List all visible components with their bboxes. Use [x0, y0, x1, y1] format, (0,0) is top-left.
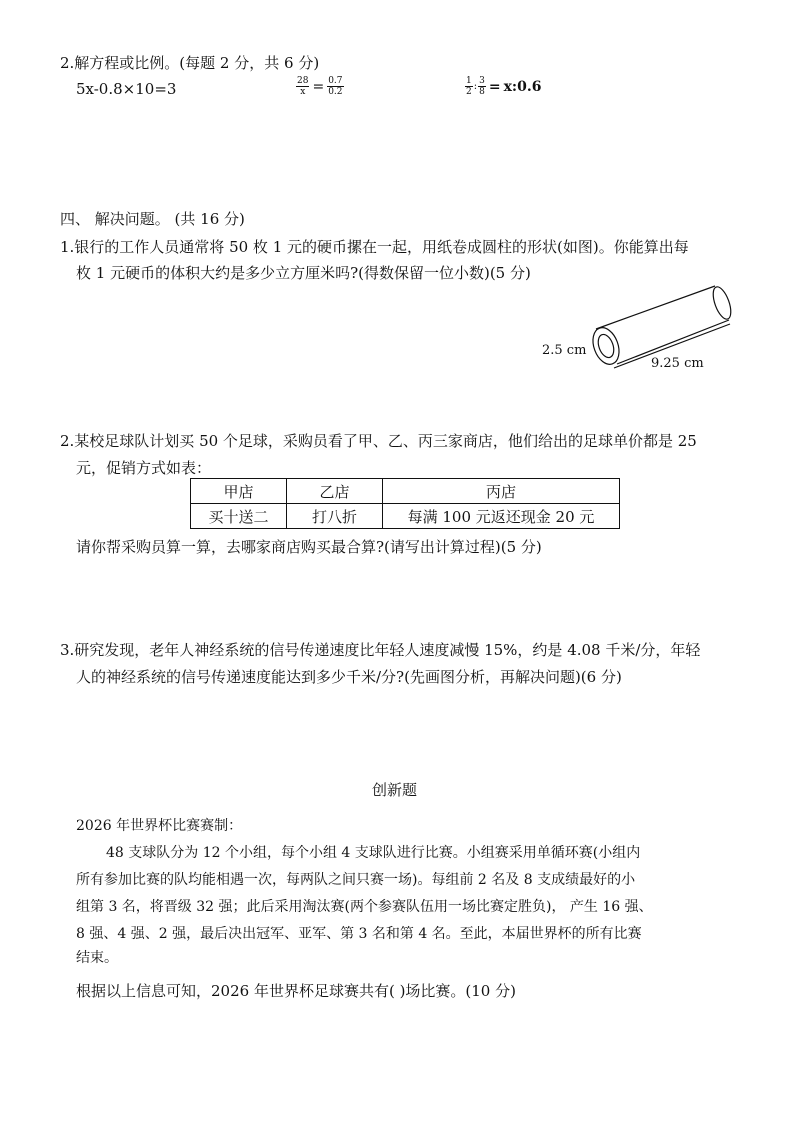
q1-line2: 枚 1 元硬币的体积大约是多少立方厘米吗?(得数保留一位小数)(5 分) — [76, 264, 531, 282]
innovation-paragraph-line: 48 支球队分为 12 个小组，每个小组 4 支球队进行比赛。小组赛采用单循环赛(小组内 — [106, 845, 641, 861]
q2-line2: 元，促销方式如表： — [76, 459, 212, 477]
q2-line1: 2.某校足球队计划买 50 个足球，采购员看了甲、乙、丙三家商店，他们给出的足球单价都是 25 — [60, 432, 697, 450]
innovation-paragraph-line: 8 强、4 强、2 强，最后决出冠军、亚军、第 3 名和第 4 名。至此，本届世界杯的所有比赛 — [76, 926, 642, 942]
diameter-label: 2.5 cm — [542, 343, 587, 358]
innovation-paragraph-line: 所有参加比赛的队均能相遇一次，每两队之间只赛一场)。每组前 2 名及 8 支成绩最好的小 — [76, 872, 636, 888]
table-cell: 打八折 — [287, 504, 383, 529]
table-cell: 每满 100 元返还现金 20 元 — [383, 504, 620, 529]
fraction: $\frac{0.7}{0.2}$ — [328, 76, 343, 97]
table-header: 乙店 — [287, 479, 383, 504]
equation-1: 5x-0.8×10=3 — [76, 80, 177, 98]
innovation-subtitle: 2026 年世界杯比赛赛制： — [76, 818, 243, 834]
q2-line3: 请你帮采购员算一算，去哪家商店购买最合算?(请写出计算过程)(5 分) — [76, 538, 542, 556]
innovation-question: 根据以上信息可知，2026 年世界杯足球赛共有( )场比赛。(10 分) — [76, 982, 516, 1000]
colon: : — [473, 81, 478, 92]
fraction: $\frac{28}{x}$ — [297, 76, 309, 97]
equals-sign: = — [312, 78, 325, 95]
section4-title: 四、 解决问题。 (共 16 分) — [60, 210, 245, 228]
innovation-title: 创新题 — [372, 781, 418, 799]
equals-sign: = — [488, 78, 501, 95]
promotion-table — [190, 478, 620, 529]
q3-line2: 人的神经系统的信号传递速度能达到多少千米/分?(先画图分析，再解决问题)(6 分) — [76, 668, 622, 686]
table-row — [191, 504, 620, 529]
innovation-paragraph-line: 结束。 — [76, 950, 118, 966]
length-label: 9.25 cm — [651, 356, 704, 371]
q3-line1: 3.研究发现，老年人神经系统的信号传递速度比年轻人速度减慢 15%，约是 4.08 千米/分，年轻 — [60, 641, 701, 659]
table-cell: 买十送二 — [191, 504, 287, 529]
table-header: 丙店 — [383, 479, 620, 504]
equation-3 — [465, 76, 541, 97]
section2-title: 2.解方程或比例。(每题 2 分，共 6 分) — [60, 54, 320, 72]
fraction: $\frac{1}{2}$ — [466, 76, 472, 97]
table-header-row — [191, 479, 620, 504]
equation-2 — [296, 76, 344, 97]
table-header: 甲店 — [191, 479, 287, 504]
innovation-paragraph-line: 组第 3 名，将晋级 32 强；此后采用淘汰赛(两个参赛队伍用一场比赛定胜负)， 产生 16 强、 — [76, 899, 653, 915]
coin-roll-figure — [540, 282, 740, 374]
equation-3-rhs: x:0.6 — [503, 78, 542, 95]
q1-line1: 1.银行的工作人员通常将 50 枚 1 元的硬币摞在一起，用纸卷成圆柱的形状(如图)。你能算出每 — [60, 238, 689, 256]
fraction: $\frac{3}{8}$ — [479, 76, 485, 97]
